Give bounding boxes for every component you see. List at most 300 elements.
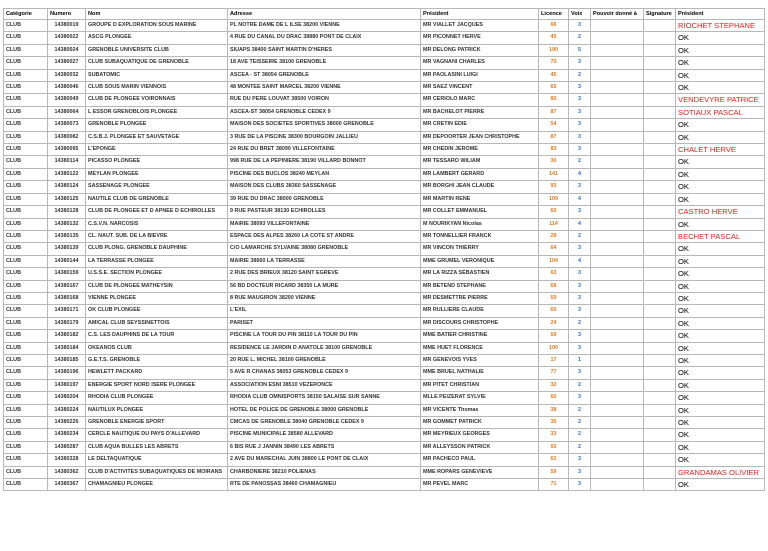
cell-categorie: CLUB bbox=[4, 218, 48, 230]
cell-numero: 14380328 bbox=[48, 454, 86, 466]
cell-adresse: 5 AVE R CHANAS 38053 GRENOBLE CEDEX 9 bbox=[228, 367, 421, 379]
cell-voix: 2 bbox=[569, 230, 591, 242]
cell-president: MR VINCON THIERRY bbox=[421, 243, 539, 255]
table-row bbox=[4, 57, 765, 69]
cell-numero: 14380159 bbox=[48, 268, 86, 280]
cell-president: MR CERIOLO MARC bbox=[421, 94, 539, 106]
cell-president: MR LA RIZZA SÉBASTIEN bbox=[421, 268, 539, 280]
cell-pouvoir bbox=[591, 441, 644, 453]
cell-pouvoir bbox=[591, 82, 644, 94]
cell-president: MR GENEVOIS YVES bbox=[421, 354, 539, 366]
cell-categorie: CLUB bbox=[4, 32, 48, 44]
cell-voix: 3 bbox=[569, 206, 591, 218]
table-row bbox=[4, 230, 765, 242]
cell-numero: 14380132 bbox=[48, 218, 86, 230]
cell-licence: 83 bbox=[539, 144, 569, 156]
cell-president-2: OK bbox=[676, 69, 765, 81]
cell-numero: 14380171 bbox=[48, 305, 86, 317]
cell-president-2: VENDEVYRE PATRICE bbox=[676, 94, 765, 106]
cell-adresse: 39 RUE DU DRAC 38000 GRENOBLE bbox=[228, 193, 421, 205]
cell-numero: 14380114 bbox=[48, 156, 86, 168]
cell-pouvoir bbox=[591, 20, 644, 32]
cell-signature bbox=[644, 292, 676, 304]
cell-nom: G.E.T.S. GRENOBLE bbox=[86, 354, 228, 366]
cell-nom: ENERGIE SPORT NORD ISERE PLONGEE bbox=[86, 379, 228, 391]
cell-voix: 2 bbox=[569, 69, 591, 81]
cell-voix: 3 bbox=[569, 392, 591, 404]
cell-pouvoir bbox=[591, 106, 644, 118]
cell-voix: 3 bbox=[569, 342, 591, 354]
cell-president-2: SOTIAUX PASCAL bbox=[676, 106, 765, 118]
cell-licence: 141 bbox=[539, 168, 569, 180]
cell-adresse: PISCINE DES BUCLOS 38240 MEYLAN bbox=[228, 168, 421, 180]
cell-pouvoir bbox=[591, 454, 644, 466]
cell-adresse: L'EXIL bbox=[228, 305, 421, 317]
table-row bbox=[4, 342, 765, 354]
cell-categorie: CLUB bbox=[4, 441, 48, 453]
cell-pouvoir bbox=[591, 280, 644, 292]
cell-pouvoir bbox=[591, 429, 644, 441]
cell-numero: 14380049 bbox=[48, 94, 86, 106]
table-row bbox=[4, 417, 765, 429]
cell-nom: ASCG PLONGEE bbox=[86, 32, 228, 44]
cell-nom: CLUB DE PLONGEE ET D APNEE D ECHIROLLES bbox=[86, 206, 228, 218]
cell-licence: 114 bbox=[539, 218, 569, 230]
cell-adresse: HOTEL DE POLICE DE GRENOBLE 38000 GRENOBLE bbox=[228, 404, 421, 416]
cell-nom: SASSENAGE PLONGEE bbox=[86, 181, 228, 193]
table-row bbox=[4, 69, 765, 81]
cell-president: MR LAMBERT GERARD bbox=[421, 168, 539, 180]
table-row bbox=[4, 193, 765, 205]
cell-adresse: 4 RUE DU CANAL DU DRAC 38880 PONT DE CLAIX bbox=[228, 32, 421, 44]
cell-voix: 3 bbox=[569, 82, 591, 94]
cell-categorie: CLUB bbox=[4, 268, 48, 280]
cell-voix: 3 bbox=[569, 20, 591, 32]
cell-licence: 87 bbox=[539, 131, 569, 143]
table-row bbox=[4, 268, 765, 280]
header-nom: Nom bbox=[86, 9, 228, 20]
cell-nom: GRENOBLE ENERGIE SPORT bbox=[86, 417, 228, 429]
cell-adresse: ASCEA - ST 38054 GRENOBLE bbox=[228, 69, 421, 81]
cell-licence: 66 bbox=[539, 20, 569, 32]
cell-voix: 3 bbox=[569, 144, 591, 156]
cell-pouvoir bbox=[591, 57, 644, 69]
cell-categorie: CLUB bbox=[4, 57, 48, 69]
cell-voix: 1 bbox=[569, 354, 591, 366]
cell-licence: 65 bbox=[539, 206, 569, 218]
cell-adresse: 6 BIS RUE J JANNIN 38490 LES ABRETS bbox=[228, 441, 421, 453]
cell-signature bbox=[644, 243, 676, 255]
cell-nom: OKEANOS CLUB bbox=[86, 342, 228, 354]
cell-president: M NOURIKYAN Nicolas bbox=[421, 218, 539, 230]
cell-nom: HEWLETT PACKARD bbox=[86, 367, 228, 379]
cell-pouvoir bbox=[591, 466, 644, 478]
table-row bbox=[4, 181, 765, 193]
cell-president: MR MEYRIEUX GEORGES bbox=[421, 429, 539, 441]
cell-voix: 3 bbox=[569, 268, 591, 280]
cell-licence: 68 bbox=[539, 280, 569, 292]
cell-president: MR RULLIERE CLAUDE bbox=[421, 305, 539, 317]
cell-nom: CLUB SOUS MARIN VIENNOIS bbox=[86, 82, 228, 94]
cell-categorie: CLUB bbox=[4, 404, 48, 416]
cell-numero: 14380224 bbox=[48, 404, 86, 416]
cell-voix: 3 bbox=[569, 243, 591, 255]
cell-numero: 14380027 bbox=[48, 57, 86, 69]
cell-voix: 2 bbox=[569, 404, 591, 416]
cell-adresse: PARISET bbox=[228, 317, 421, 329]
cell-adresse: MAIRIE 38093 VILLEFONTAINE bbox=[228, 218, 421, 230]
cell-licence: 60 bbox=[539, 305, 569, 317]
cell-signature bbox=[644, 268, 676, 280]
cell-licence: 80 bbox=[539, 94, 569, 106]
cell-categorie: CLUB bbox=[4, 367, 48, 379]
cell-signature bbox=[644, 367, 676, 379]
cell-licence: 104 bbox=[539, 255, 569, 267]
cell-signature bbox=[644, 230, 676, 242]
cell-voix: 3 bbox=[569, 367, 591, 379]
cell-president-2: OK bbox=[676, 417, 765, 429]
cell-numero: 14380124 bbox=[48, 181, 86, 193]
cell-president-2: BECHET PASCAL bbox=[676, 230, 765, 242]
cell-signature bbox=[644, 479, 676, 491]
cell-voix: 4 bbox=[569, 218, 591, 230]
cell-voix: 4 bbox=[569, 255, 591, 267]
cell-nom: U.S.S.E. SECTION PLONGEE bbox=[86, 268, 228, 280]
cell-licence: 64 bbox=[539, 243, 569, 255]
cell-voix: 2 bbox=[569, 417, 591, 429]
cell-signature bbox=[644, 131, 676, 143]
cell-president-2: OK bbox=[676, 292, 765, 304]
cell-president-2: OK bbox=[676, 168, 765, 180]
cell-adresse: 24 RUE DU BRET 38090 VILLEFONTAINE bbox=[228, 144, 421, 156]
cell-president: MR PITET CHRISTIAN bbox=[421, 379, 539, 391]
cell-president: MR VIALLET JACQUES bbox=[421, 20, 539, 32]
cell-categorie: CLUB bbox=[4, 466, 48, 478]
cell-president-2: OK bbox=[676, 392, 765, 404]
cell-licence: 50 bbox=[539, 441, 569, 453]
cell-voix: 3 bbox=[569, 330, 591, 342]
table-row bbox=[4, 106, 765, 118]
cell-president: MR GOMMET PATRICK bbox=[421, 417, 539, 429]
cell-licence: 59 bbox=[539, 330, 569, 342]
cell-pouvoir bbox=[591, 44, 644, 56]
cell-adresse: MAISON DES CLUBS 38360 SASSENAGE bbox=[228, 181, 421, 193]
cell-nom: CLUB DE PLONGEE MATHEYSIN bbox=[86, 280, 228, 292]
cell-president-2: OK bbox=[676, 243, 765, 255]
cell-president: MR PACHECO PAUL bbox=[421, 454, 539, 466]
cell-president-2: RIOCHET STEPHANE bbox=[676, 20, 765, 32]
cell-pouvoir bbox=[591, 354, 644, 366]
cell-president-2: OK bbox=[676, 342, 765, 354]
cell-pouvoir bbox=[591, 243, 644, 255]
cell-categorie: CLUB bbox=[4, 230, 48, 242]
table-row bbox=[4, 479, 765, 491]
cell-categorie: CLUB bbox=[4, 106, 48, 118]
cell-numero: 14380185 bbox=[48, 354, 86, 366]
cell-numero: 14380064 bbox=[48, 106, 86, 118]
cell-categorie: CLUB bbox=[4, 206, 48, 218]
cell-numero: 14380122 bbox=[48, 168, 86, 180]
cell-nom: CLUB SUBAQUATIQUE DE GRENOBLE bbox=[86, 57, 228, 69]
cell-voix: 3 bbox=[569, 119, 591, 131]
cell-categorie: CLUB bbox=[4, 330, 48, 342]
cell-voix: 2 bbox=[569, 429, 591, 441]
table-row bbox=[4, 32, 765, 44]
table-row bbox=[4, 243, 765, 255]
cell-voix: 2 bbox=[569, 317, 591, 329]
cell-president-2: OK bbox=[676, 131, 765, 143]
cell-voix: 3 bbox=[569, 292, 591, 304]
club-table bbox=[3, 8, 765, 491]
cell-categorie: CLUB bbox=[4, 317, 48, 329]
cell-licence: 33 bbox=[539, 429, 569, 441]
cell-nom: VIENNE PLONGEE bbox=[86, 292, 228, 304]
cell-president: MME BATIER CHRISTINE bbox=[421, 330, 539, 342]
cell-numero: 14380128 bbox=[48, 206, 86, 218]
table-row bbox=[4, 317, 765, 329]
cell-nom: CHAMAGNIEU PLONGEE bbox=[86, 479, 228, 491]
cell-president: MR MARTIN RENE bbox=[421, 193, 539, 205]
header-signature: Signature bbox=[644, 9, 676, 20]
cell-numero: 14380179 bbox=[48, 317, 86, 329]
cell-categorie: CLUB bbox=[4, 181, 48, 193]
cell-numero: 14380204 bbox=[48, 392, 86, 404]
cell-categorie: CLUB bbox=[4, 131, 48, 143]
header-president-2: Président bbox=[676, 9, 765, 20]
cell-adresse: SIUAPS 38400 SAINT MARTIN D'HERES bbox=[228, 44, 421, 56]
cell-adresse: ESPACE DES ALPES 38260 LA COTE ST ANDRE bbox=[228, 230, 421, 242]
cell-licence: 65 bbox=[539, 82, 569, 94]
cell-adresse: CMCAS DE GRENOBLE 38040 GRENOBLE CEDEX 9 bbox=[228, 417, 421, 429]
cell-voix: 3 bbox=[569, 479, 591, 491]
cell-president-2: OK bbox=[676, 429, 765, 441]
cell-categorie: CLUB bbox=[4, 44, 48, 56]
cell-signature bbox=[644, 144, 676, 156]
cell-nom: CL. NAUT. SUB. DE LA BIEVRE bbox=[86, 230, 228, 242]
cell-numero: 14380196 bbox=[48, 367, 86, 379]
table-row bbox=[4, 280, 765, 292]
cell-numero: 14380032 bbox=[48, 69, 86, 81]
cell-president: MR PEVEL MARC bbox=[421, 479, 539, 491]
cell-voix: 5 bbox=[569, 44, 591, 56]
header-president: Président bbox=[421, 9, 539, 20]
cell-nom: CLUB PLONG. GRENOBLE DAUPHINE bbox=[86, 243, 228, 255]
cell-signature bbox=[644, 342, 676, 354]
table-row bbox=[4, 168, 765, 180]
cell-pouvoir bbox=[591, 342, 644, 354]
cell-licence: 93 bbox=[539, 181, 569, 193]
cell-pouvoir bbox=[591, 156, 644, 168]
cell-president: MR CRETIN EDIE bbox=[421, 119, 539, 131]
cell-president: MR VICENTE Thomas bbox=[421, 404, 539, 416]
cell-signature bbox=[644, 69, 676, 81]
cell-president-2: OK bbox=[676, 268, 765, 280]
cell-signature bbox=[644, 429, 676, 441]
cell-president-2: GRANDAMAS OLIVIER bbox=[676, 466, 765, 478]
cell-president-2: OK bbox=[676, 119, 765, 131]
cell-categorie: CLUB bbox=[4, 479, 48, 491]
cell-signature bbox=[644, 119, 676, 131]
cell-adresse: 9 RUE PASTEUR 38130 ECHIROLLES bbox=[228, 206, 421, 218]
cell-adresse: PISCINE MUNICIPALE 38580 ALLEVARD bbox=[228, 429, 421, 441]
cell-voix: 2 bbox=[569, 441, 591, 453]
cell-voix: 2 bbox=[569, 32, 591, 44]
cell-licence: 54 bbox=[539, 119, 569, 131]
cell-president-2: CHALET HERVE bbox=[676, 144, 765, 156]
cell-numero: 14380287 bbox=[48, 441, 86, 453]
cell-licence: 100 bbox=[539, 342, 569, 354]
cell-president: MME BRUEL NATHALIE bbox=[421, 367, 539, 379]
cell-president: MR ALLEYSSON PATRICK bbox=[421, 441, 539, 453]
cell-pouvoir bbox=[591, 255, 644, 267]
table-row bbox=[4, 392, 765, 404]
cell-licence: 109 bbox=[539, 193, 569, 205]
cell-licence: 70 bbox=[539, 57, 569, 69]
cell-categorie: CLUB bbox=[4, 69, 48, 81]
table-row bbox=[4, 144, 765, 156]
cell-adresse: RUE DU PERE LOUVAT 38500 VOIRON bbox=[228, 94, 421, 106]
cell-pouvoir bbox=[591, 367, 644, 379]
cell-nom: C.S.B.J. PLONGEE ET SAUVETAGE bbox=[86, 131, 228, 143]
table-row bbox=[4, 466, 765, 478]
cell-numero: 14380234 bbox=[48, 429, 86, 441]
cell-pouvoir bbox=[591, 206, 644, 218]
cell-adresse: MAIRIE 38660 LA TERRASSE bbox=[228, 255, 421, 267]
cell-president-2: OK bbox=[676, 454, 765, 466]
cell-numero: 14380168 bbox=[48, 292, 86, 304]
cell-licence: 17 bbox=[539, 354, 569, 366]
cell-president-2: OK bbox=[676, 441, 765, 453]
cell-signature bbox=[644, 82, 676, 94]
table-row bbox=[4, 354, 765, 366]
cell-categorie: CLUB bbox=[4, 305, 48, 317]
cell-nom: L'EPONGE bbox=[86, 144, 228, 156]
cell-nom: GRENOBLE UNIVERSITE CLUB bbox=[86, 44, 228, 56]
cell-signature bbox=[644, 181, 676, 193]
cell-president: MR VAGNANI CHARLES bbox=[421, 57, 539, 69]
cell-licence: 190 bbox=[539, 44, 569, 56]
cell-categorie: CLUB bbox=[4, 119, 48, 131]
cell-numero: 14380197 bbox=[48, 379, 86, 391]
cell-numero: 14380167 bbox=[48, 280, 86, 292]
cell-pouvoir bbox=[591, 144, 644, 156]
cell-licence: 28 bbox=[539, 230, 569, 242]
cell-president: MR COLLET EMMANUEL bbox=[421, 206, 539, 218]
cell-licence: 45 bbox=[539, 32, 569, 44]
cell-president-2: OK bbox=[676, 379, 765, 391]
cell-categorie: CLUB bbox=[4, 429, 48, 441]
cell-licence: 59 bbox=[539, 292, 569, 304]
table-body bbox=[4, 20, 765, 491]
cell-nom: CLUB D'ACTIVITES SUBAQUATIQUES DE MOIRANS bbox=[86, 466, 228, 478]
cell-nom: L ESSOR GRENOBLOIS PLONGEE bbox=[86, 106, 228, 118]
cell-president-2: OK bbox=[676, 156, 765, 168]
cell-signature bbox=[644, 392, 676, 404]
cell-nom: LA TERRASSE PLONGEE bbox=[86, 255, 228, 267]
cell-president: MR SAEZ VINCENT bbox=[421, 82, 539, 94]
cell-adresse: ASCEA-ST 38054 GRENOBLE CEDEX 9 bbox=[228, 106, 421, 118]
cell-categorie: CLUB bbox=[4, 417, 48, 429]
cell-adresse: RESIDENCE LE JARDIN D ANATOLE 38100 GRENOBLE bbox=[228, 342, 421, 354]
cell-numero: 14380135 bbox=[48, 230, 86, 242]
cell-president: MR PICONNET HERVE bbox=[421, 32, 539, 44]
cell-president-2: OK bbox=[676, 317, 765, 329]
cell-categorie: CLUB bbox=[4, 454, 48, 466]
cell-categorie: CLUB bbox=[4, 243, 48, 255]
cell-voix: 3 bbox=[569, 305, 591, 317]
cell-president: MR PAOLASINI LUIGI bbox=[421, 69, 539, 81]
cell-adresse: 8 RUE MAUGIRON 38200 VIENNE bbox=[228, 292, 421, 304]
cell-licence: 87 bbox=[539, 106, 569, 118]
table-row bbox=[4, 82, 765, 94]
cell-adresse: 56 BD DOCTEUR RICARD 38350 LA MURE bbox=[228, 280, 421, 292]
cell-voix: 3 bbox=[569, 454, 591, 466]
cell-nom: OK CLUB PLONGEE bbox=[86, 305, 228, 317]
cell-numero: 14380182 bbox=[48, 330, 86, 342]
cell-voix: 4 bbox=[569, 168, 591, 180]
cell-signature bbox=[644, 94, 676, 106]
cell-pouvoir bbox=[591, 181, 644, 193]
cell-president: MME ROPARS GENEVIEVE bbox=[421, 466, 539, 478]
cell-pouvoir bbox=[591, 168, 644, 180]
cell-signature bbox=[644, 330, 676, 342]
header-row bbox=[4, 9, 765, 20]
cell-pouvoir bbox=[591, 193, 644, 205]
cell-president-2: OK bbox=[676, 479, 765, 491]
table-row bbox=[4, 206, 765, 218]
cell-categorie: CLUB bbox=[4, 94, 48, 106]
cell-signature bbox=[644, 57, 676, 69]
cell-voix: 2 bbox=[569, 156, 591, 168]
cell-pouvoir bbox=[591, 317, 644, 329]
cell-categorie: CLUB bbox=[4, 193, 48, 205]
cell-voix: 4 bbox=[569, 193, 591, 205]
cell-adresse: CHARBONIERE 38210 POLIENAS bbox=[228, 466, 421, 478]
cell-nom: PICASSO PLONGEE bbox=[86, 156, 228, 168]
cell-nom: NAUTILE CLUB DE GRENOBLE bbox=[86, 193, 228, 205]
header-voix: Voix bbox=[569, 9, 591, 20]
cell-president-2: OK bbox=[676, 32, 765, 44]
cell-numero: 14380362 bbox=[48, 466, 86, 478]
cell-pouvoir bbox=[591, 230, 644, 242]
cell-licence: 30 bbox=[539, 156, 569, 168]
cell-nom: CLUB AQUA BULLES LES ABRETS bbox=[86, 441, 228, 453]
cell-signature bbox=[644, 454, 676, 466]
cell-signature bbox=[644, 206, 676, 218]
cell-voix: 3 bbox=[569, 466, 591, 478]
cell-president-2: CASTRO HERVE bbox=[676, 206, 765, 218]
cell-president: MR DEPOORTER JEAN CHRISTOPHE bbox=[421, 131, 539, 143]
cell-president: MR TONNELLIER FRANCK bbox=[421, 230, 539, 242]
cell-numero: 14380144 bbox=[48, 255, 86, 267]
cell-president: MR DESMETTRE PIERRE bbox=[421, 292, 539, 304]
cell-adresse: ASSOCIATION ESNI 38510 VEZERONCE bbox=[228, 379, 421, 391]
cell-adresse: RHODIA CLUB OMNISPORTS 38150 SALAISE SUR SANNE bbox=[228, 392, 421, 404]
cell-president: MR BACHELOT PIERRE bbox=[421, 106, 539, 118]
cell-numero: 14380024 bbox=[48, 44, 86, 56]
cell-categorie: CLUB bbox=[4, 392, 48, 404]
cell-president-2: OK bbox=[676, 181, 765, 193]
cell-president-2: OK bbox=[676, 255, 765, 267]
cell-nom: RHODIA CLUB PLONGEE bbox=[86, 392, 228, 404]
table-row bbox=[4, 119, 765, 131]
cell-signature bbox=[644, 106, 676, 118]
cell-voix: 3 bbox=[569, 280, 591, 292]
cell-licence: 60 bbox=[539, 392, 569, 404]
cell-president-2: OK bbox=[676, 44, 765, 56]
table-row bbox=[4, 255, 765, 267]
cell-signature bbox=[644, 379, 676, 391]
